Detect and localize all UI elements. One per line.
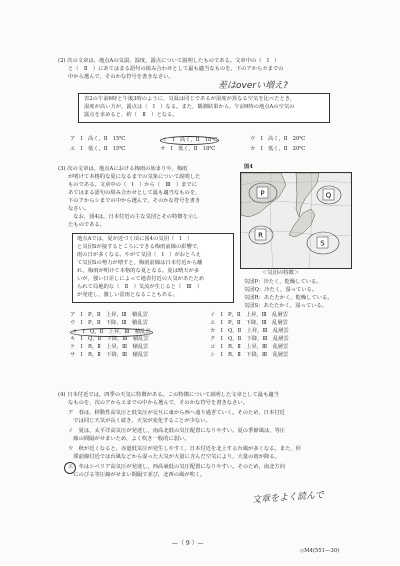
q2-choice-e: エ Ⅰ 低く，Ⅱ 15℃ (70, 146, 126, 152)
q3-choice-e: エ Ⅰ P，Ⅱ 下降，Ⅲ 乱層雲 (210, 320, 288, 326)
map-label-q: Q (325, 191, 332, 200)
q4-line-2: なものを，次のアからエまでの中から選んで，そのかな符号を書きなさい。 (68, 400, 248, 406)
q3-choice-sa: サ Ⅰ R，Ⅱ 下降，Ⅲ 積乱雲 (70, 352, 149, 358)
q3-choice-o-circled: オ Ⅰ Q，Ⅱ 上昇，Ⅲ 積乱雲 (70, 328, 153, 337)
q4-choice-a-1: ア 春は，移動性高気圧と低気圧が交互に東から西へ通り過ぎていく。そのため，日本付近 (68, 410, 285, 416)
q2-choice-i-circled: イ Ⅰ 高く，Ⅱ 18℃ (160, 136, 219, 145)
figure-4-title: 図4 (244, 164, 253, 170)
q4-choice-e-1: エ 冬はシベリア高気圧が発達し，西高東低の気圧配置になりやすい。そのため，南北方向 (68, 464, 285, 470)
q3-box-line-2: と気団Sが接するところにできる梅雨前線の影響で， (77, 244, 203, 250)
q4-choice-a-2: では同じ天気が長く続き，天気が変化することが少ない。 (68, 418, 211, 424)
air-mass-map (241, 173, 351, 268)
features-title: ＜気団の特徴＞ (262, 270, 300, 276)
q4-choice-e-2: にのびる等圧線がせまい間隔で並び，北西の風が吹く。 (68, 472, 206, 478)
q2-choice-u: ウ Ⅰ 高く，Ⅱ 20℃ (250, 136, 306, 142)
q2-box-line-2: 湿度が高い方が，露点は（ Ⅰ ）なる。また，観測結果から，午前9時の地点Aの空気の (84, 104, 295, 110)
map-label-s: S (320, 239, 325, 248)
q3-line-7: なお，図4は，日本付近の主な気団とその特徴を示し (68, 214, 199, 220)
q3-choice-ku: ク Ⅰ Q，Ⅱ 下降，Ⅲ 乱層雲 (210, 336, 289, 342)
figure-4-map (240, 172, 352, 269)
q2-box-line-3: 露点を求めると，約（ Ⅱ ）となる。 (84, 112, 178, 118)
q3-choice-ke: ケ Ⅰ R，Ⅱ 上昇，Ⅲ 積乱雲 (70, 344, 149, 350)
q3-choice-shi: シ Ⅰ R，Ⅱ 下降，Ⅲ 乱層雲 (210, 352, 289, 358)
q3-line-5: 下のアからシまでの中から選んで，そのかな符号を書き (68, 198, 201, 204)
q4-answer-circle (64, 462, 76, 474)
q3-box-line-4: て気団Sの勢力が増すと，梅雨前線は日本付近から離 (77, 260, 203, 266)
q2-line-1: (2) 次の文章は，地点Aの気温，湿度，露点について説明したものである。文章中の（ Ⅰ ） (58, 58, 280, 64)
q2-box-line-1: 表2の午前6時と午後3時のように，気温は同じであるが湿度が異なる空気を比べたとき， (84, 96, 296, 102)
q3-statement-box (72, 233, 234, 303)
q3-line-2: が明けて本格的な夏になるまでの気象について説明した (68, 174, 201, 180)
page-number: —（ 9 ）— (172, 540, 204, 547)
q2-line-3: 中から選んで，そのかな符号を書きなさい。 (68, 74, 174, 80)
q4-choice-i-1: イ 夏は，太平洋高気圧が発達し，南高北低の気圧配置になりやすい。夏の季節風は，等圧 (68, 428, 286, 434)
map-label-r: R (258, 231, 263, 240)
q3-line-3: ものである。文章中の（ Ⅰ ）から（ Ⅲ ）までに (68, 182, 198, 188)
q3-box-line-8: が発達し，激しい雷雨となることもある。 (77, 292, 178, 298)
q4-handwritten-note: 文章をよく読んで (251, 490, 325, 506)
feature-r: 気団R：あたたかく，乾燥している。 (244, 295, 333, 301)
q4-choice-u-1: ウ 秋が近くなると，赤道低気圧が発生しやすく，日本付近を北上する台風が多くなる。また，停 (68, 446, 301, 452)
q2-choice-ka: カ Ⅰ 低く，Ⅱ 20℃ (250, 146, 306, 152)
q3-choice-i: イ Ⅰ P，Ⅱ 上昇，Ⅲ 乱層雲 (210, 312, 288, 318)
map-label-p: P (260, 189, 265, 198)
q3-box-line-6: いが，強い日差しによって地表付近の大気があたため (77, 276, 205, 282)
q3-choice-u: ウ Ⅰ P，Ⅱ 下降，Ⅲ 積乱雲 (70, 320, 148, 326)
q4-choice-u-2: 滞前線付近では台風などから湿った大気が大量に含んだ空気により，大量の雨が降る。 (68, 454, 280, 460)
q3-box-line-1: 地点Aでは，夏が近づく頃に図4の気団（ Ⅰ ） (77, 236, 193, 242)
q3-choice-ka: カ Ⅰ Q，Ⅱ 上昇，Ⅲ 乱層雲 (210, 328, 289, 334)
q3-choice-a: ア Ⅰ P，Ⅱ 上昇，Ⅲ 積乱雲 (70, 312, 148, 318)
q2-line-2: と（ Ⅱ ）にあてはまる語句の組み合わせとして最も適当なものを，下のアからカまでの (68, 66, 284, 72)
q2-choice-a: ア Ⅰ 高く，Ⅱ 15℃ (70, 136, 126, 142)
q3-line-4: あてはまる語句の組み合わせとして最も適当なものを， (68, 190, 201, 196)
q4-line-1: (4) 日本付近では，四季の天気に特徴がある。この特徴について説明した文章として最も適当 (58, 392, 279, 398)
q3-box-line-5: れ，梅雨が明けて本格的な夏となる。夏は晴天が多 (77, 268, 200, 274)
feature-s: 気団S：あたたかく，湿っている。 (244, 303, 327, 309)
q2-statement-box (78, 93, 330, 123)
q3-box-line-7: られて局地的な（ Ⅱ ）気流が生じると（ Ⅲ ） (77, 284, 203, 290)
q3-choice-ko: コ Ⅰ R，Ⅱ 上昇，Ⅲ 乱層雲 (210, 344, 289, 350)
q3-choice-ki: キ Ⅰ Q，Ⅱ 下降，Ⅲ 積乱雲 (70, 336, 149, 342)
feature-q: 気団Q：冷たく，湿っている。 (244, 287, 318, 293)
q3-box-line-3: 雨の日が多くなる。やがて気団（ Ⅰ ）がおとろえ (77, 252, 201, 258)
exam-code: ◇M4(551—30) (300, 548, 340, 554)
q3-line-1: (3) 次の文章は，地点Aにおける梅雨の始まりや，梅雨 (58, 166, 188, 172)
q2-handwritten-note: 差はoverい増え? (218, 81, 288, 91)
q3-line-8: たものである。 (68, 222, 106, 228)
q2-choice-i (160, 136, 219, 145)
q4-choice-i-2: 線の間隔がせまいため，よく吹き一般的に弱い。 (68, 436, 190, 442)
q3-line-6: なさい。 (68, 206, 90, 212)
q2-choice-o: オ Ⅰ 低く，Ⅱ 18℃ (160, 146, 216, 152)
feature-p: 気団P：冷たく，乾燥している。 (244, 279, 322, 285)
